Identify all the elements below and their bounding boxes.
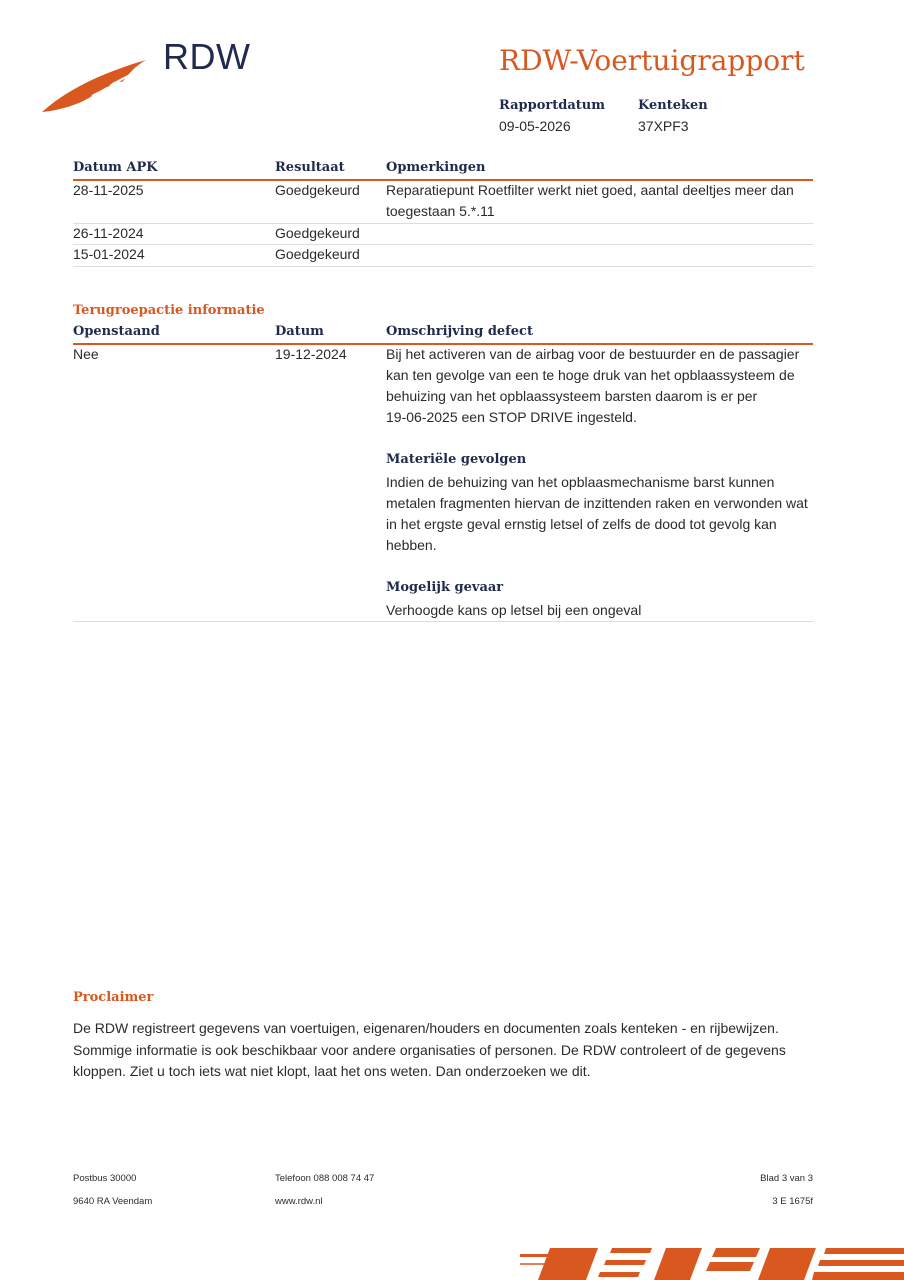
row-divider	[73, 266, 813, 267]
danger-title: Mogelijk gevaar	[386, 580, 504, 595]
apk-remark-cont: toegestaan 5.*.11	[386, 203, 495, 219]
apk-date: 15-01-2024	[73, 246, 145, 262]
row-divider	[73, 223, 813, 224]
apk-header-remarks: Opmerkingen	[386, 160, 486, 175]
proclaimer-line: De RDW registreert gegevens van voertuigen, eigenaren/houders en documenten zoals kenteken - en rijbewijzen.	[73, 1020, 779, 1036]
recall-header-date: Datum	[275, 324, 324, 339]
defect-line: behuizing van het opblaassysteem barsten daarom is er per	[386, 388, 758, 404]
row-divider	[73, 621, 813, 622]
recall-header-defect: Omschrijving defect	[386, 324, 533, 339]
footer-phone: Telefoon 088 008 74 47	[275, 1173, 375, 1184]
recall-header-open: Openstaand	[73, 324, 160, 339]
apk-date: 28-11-2025	[73, 182, 144, 198]
consequences-line: metalen fragmenten hiervan de inzittenden raken en verwonden wat	[386, 495, 808, 511]
footer-document-code: 3 E 1675f	[772, 1196, 813, 1207]
consequences-text	[386, 472, 813, 556]
recall-defect-description	[386, 344, 813, 428]
logo-text: RDW	[163, 36, 251, 77]
plate-label: Kenteken	[638, 98, 708, 113]
apk-header-date: Datum APK	[73, 160, 158, 175]
apk-result: Goedgekeurd	[275, 182, 360, 198]
danger-text: Verhoogde kans op letsel bij een ongeval	[386, 602, 642, 618]
decorative-stripes-icon	[520, 1244, 904, 1280]
row-divider	[73, 244, 813, 245]
apk-remark: Reparatiepunt Roetfilter werkt niet goed, aantal deeltjes meer dan	[386, 182, 794, 198]
proclaimer-line: Sommige informatie is ook beschikbaar voor andere organisaties of personen. De RDW controleert of de gegevens	[73, 1041, 786, 1058]
consequences-title: Materiële gevolgen	[386, 452, 527, 467]
footer-website[interactable]: www.rdw.nl	[275, 1196, 323, 1207]
proclaimer-line: kloppen. Ziet u toch iets wat niet klopt, laat het ons weten. Dan onderzoeken we dit.	[73, 1063, 591, 1079]
defect-line: kan ten gevolge van een te hoge druk van het opblaassysteem de	[386, 367, 795, 383]
footer-postbus: Postbus 30000	[73, 1173, 137, 1184]
footer-page-number: Blad 3 van 3	[760, 1173, 813, 1184]
apk-result: Goedgekeurd	[275, 246, 360, 262]
proclaimer-title: Proclaimer	[73, 990, 154, 1005]
apk-header-result: Resultaat	[275, 160, 345, 175]
consequences-line: hebben.	[386, 537, 437, 553]
plate-value: 37XPF3	[638, 118, 689, 134]
report-date-value: 09-05-2026	[499, 118, 571, 134]
consequences-line: in het ergste geval ernstig letsel of zelfs de dood tot gevolg kan	[386, 516, 777, 532]
recall-date-value: 19-12-2024	[275, 346, 347, 362]
apk-date: 26-11-2024	[73, 225, 144, 241]
report-title: RDW-Voertuigrapport	[499, 44, 805, 77]
apk-result: Goedgekeurd	[275, 225, 360, 241]
footer-postcode: 9640 RA Veendam	[73, 1196, 153, 1207]
recall-open-value: Nee	[73, 346, 99, 362]
defect-line: Bij het activeren van de airbag voor de bestuurder en de passagier	[386, 346, 800, 362]
consequences-line: Indien de behuizing van het opblaasmechanisme barst kunnen	[386, 474, 775, 490]
recall-section-title: Terugroepactie informatie	[73, 303, 265, 318]
rdw-logo-icon	[40, 58, 150, 114]
proclaimer-text	[73, 1018, 833, 1083]
report-date-label: Rapportdatum	[499, 98, 605, 113]
defect-line: 19-06-2025 een STOP DRIVE ingesteld.	[386, 409, 637, 425]
